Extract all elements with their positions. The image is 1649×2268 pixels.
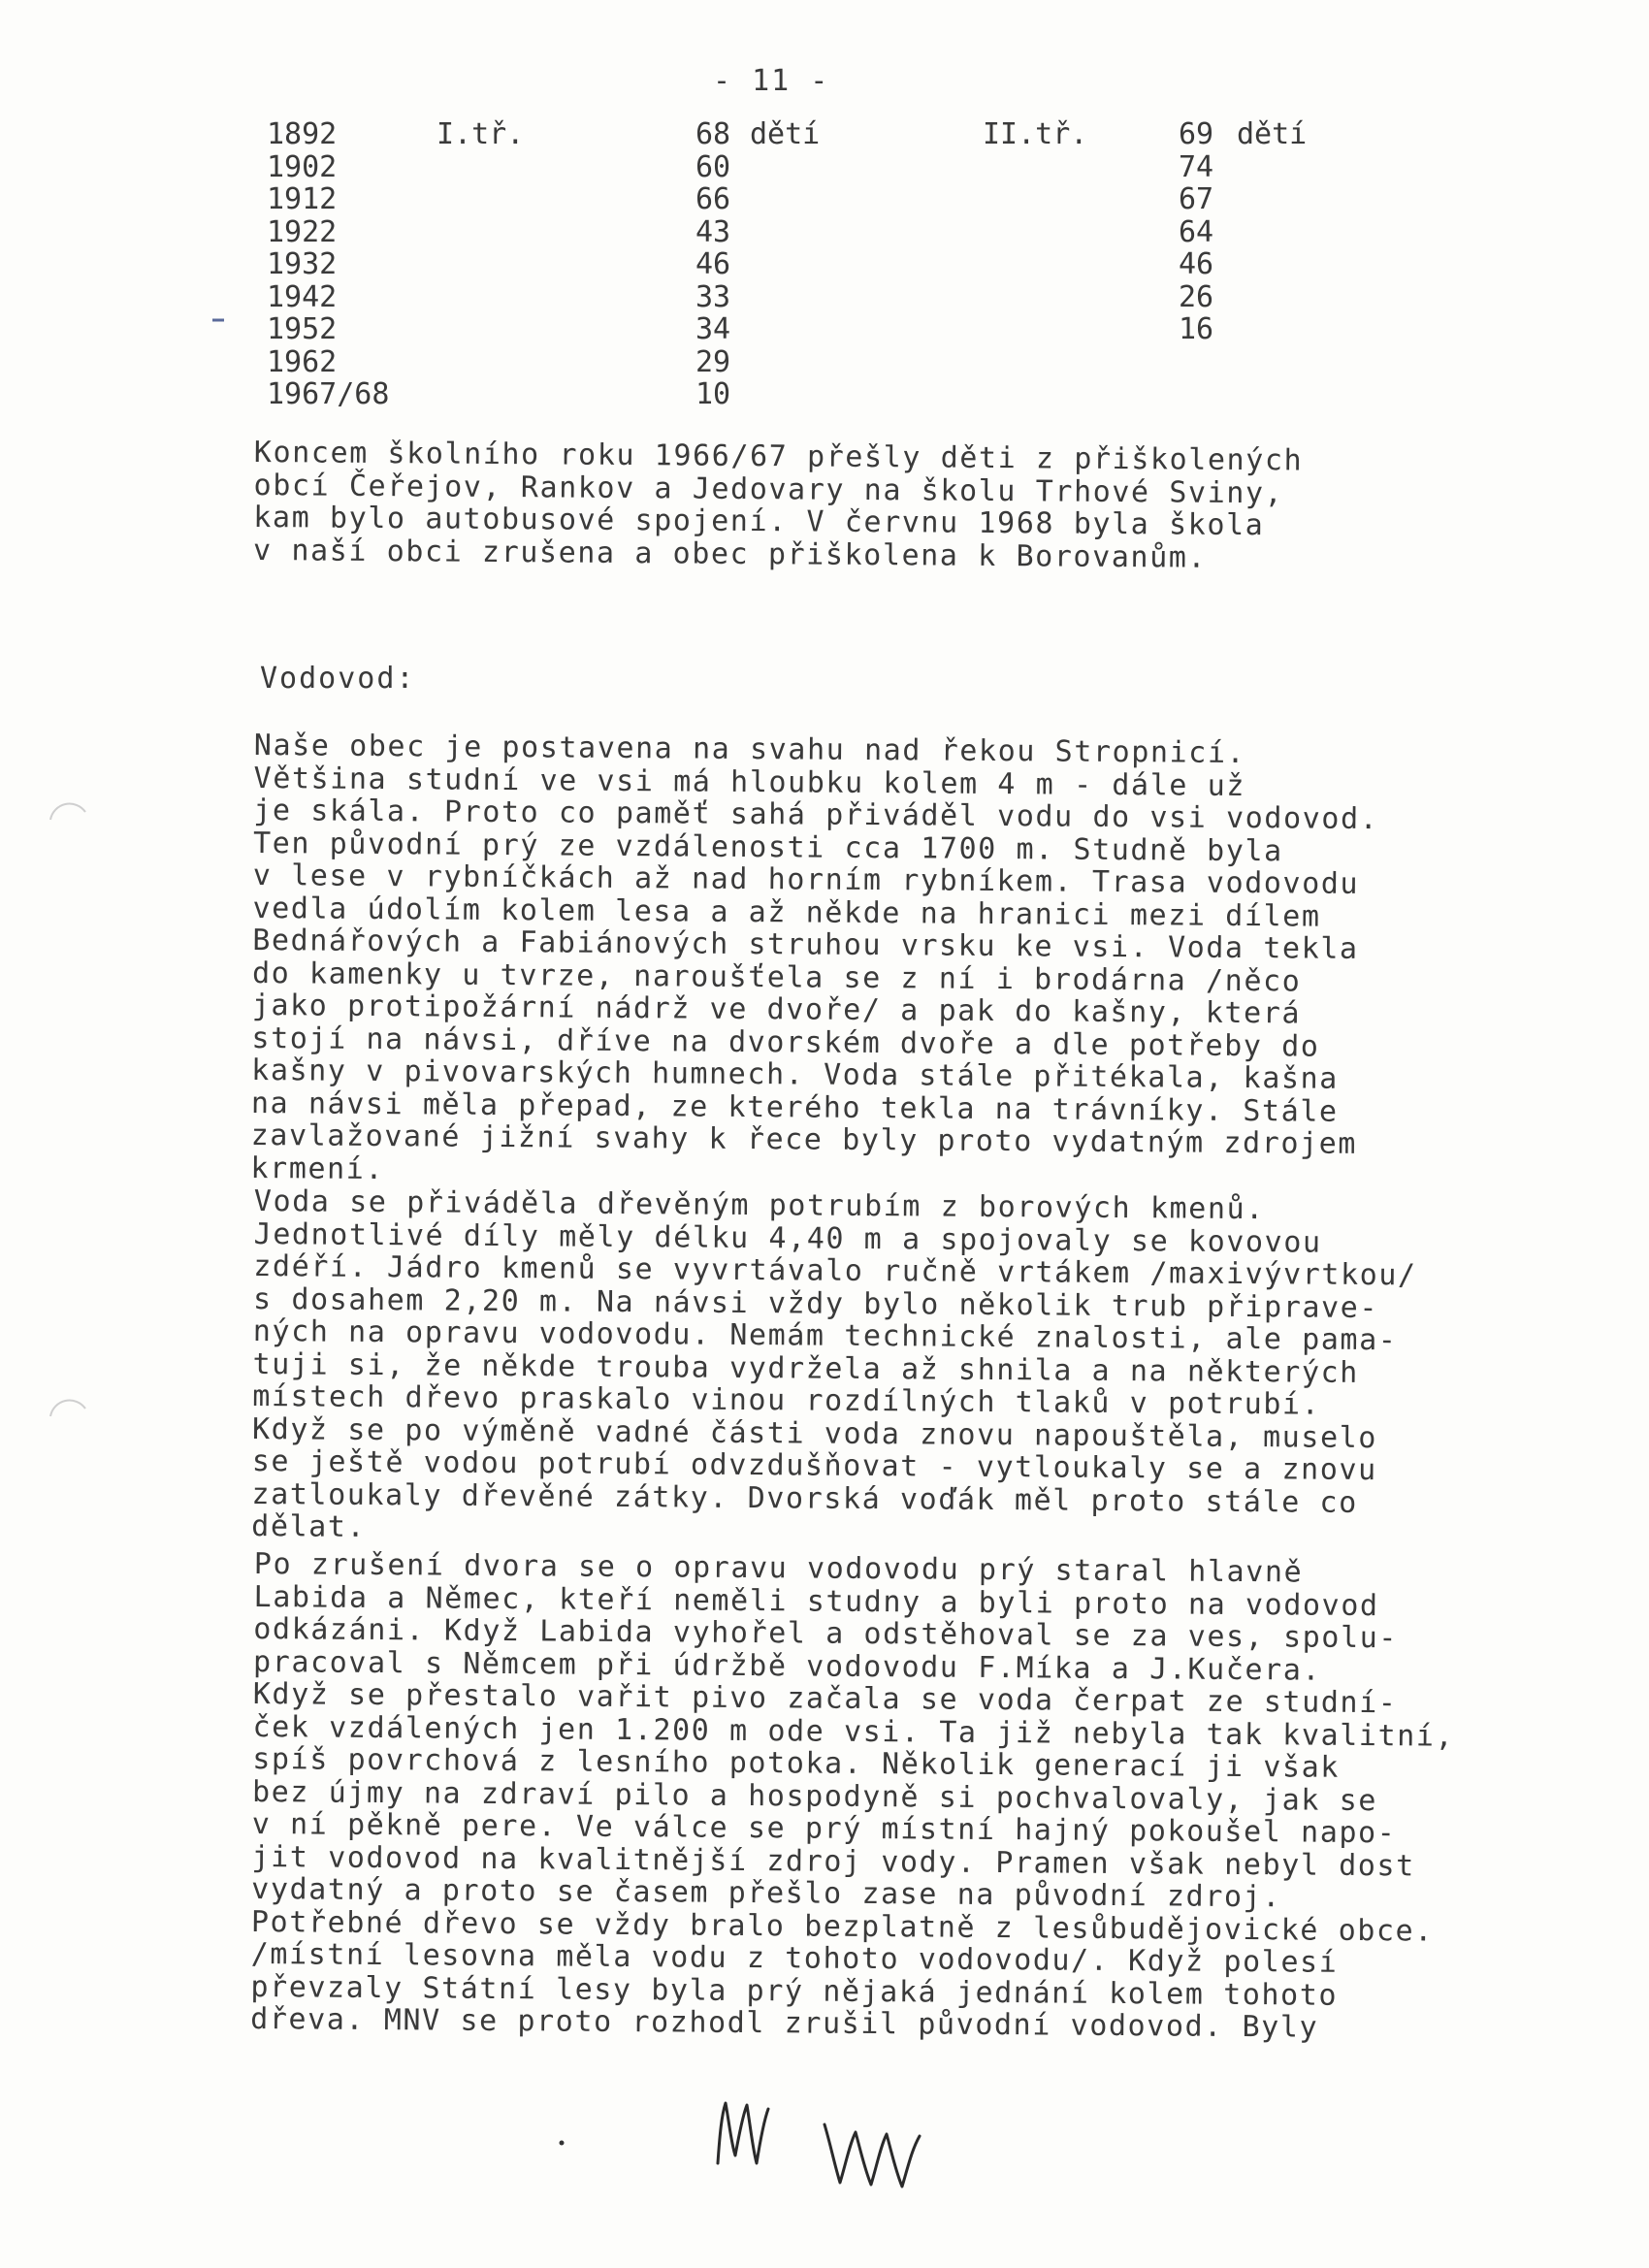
class2-count-cell: 74 [1179, 149, 1214, 184]
text-line: Naše obec je postavena na svahu nad řekou Stropnicí. [253, 729, 1246, 771]
text-line: Koncem školního roku 1966/67 přešly děti z přiškolených [253, 436, 1304, 478]
class2-count-cell: 69 [1179, 117, 1214, 151]
year-cell: 1952 [267, 312, 338, 346]
text-line: jit vodovod na kvalitnější zdroj vody. Pramen však nebyl dost [251, 1839, 1415, 1883]
text-line: Potřebné dřevo se vždy bralo bezplatně z lesůbudějovické obce. [250, 1904, 1435, 1949]
class1-count-cell: 68 [695, 117, 731, 151]
text-line: ných na opravu vodovodu. Nemám technické znalosti, ale pama- [252, 1313, 1398, 1358]
text-line: bez újmy na zdraví pilo a hospodyně si pochvalovaly, jak se [251, 1774, 1378, 1818]
text-line: Když se po výměně vadné části voda znovu napouštěla, muselo [251, 1411, 1378, 1455]
text-line: kam bylo autobusové spojení. V červnu 1968 byla škola [253, 500, 1265, 543]
text-line: Jednotlivé díly měly délku 4,40 m a spojovaly se kovovou [253, 1216, 1322, 1260]
margin-dash-mark [211, 308, 225, 327]
water-supply-paragraph [250, 729, 1447, 1194]
text-line: Ten původní prý ze vzdálenosti cca 1700 m. Studně byla [252, 826, 1283, 868]
text-line: v ní pěkně pere. Ve válce se prý místní hajný pokoušel napo- [251, 1806, 1397, 1851]
school-closure-paragraph [253, 437, 1447, 576]
year-cell: 1922 [267, 214, 338, 249]
year-cell: 1912 [267, 182, 338, 216]
year-cell: 1892 [267, 117, 338, 151]
text-line: dělat. [251, 1508, 367, 1544]
text-line: zdéří. Jádro kmenů se vyvrtávalo ručně vrtákem /maxivývrtkou/ [253, 1248, 1417, 1293]
text-line: je skála. Proto co paměť sahá přiváděl vodu do vsi vodovod. [253, 793, 1379, 837]
class1-count-cell: 33 [695, 279, 731, 314]
section-heading-vodovod: Vodovod: [260, 662, 416, 696]
text-line: ček vzdálených jen 1.200 m ode vsi. Ta již nebyla tak kvalitní, [252, 1709, 1455, 1754]
text-line: Když se přestalo vařit pivo začala se voda čerpat ze studní- [252, 1676, 1398, 1721]
class1-counts [695, 118, 730, 411]
text-line: jako protipožární nádrž ve dvoře/ a pak do kašny, která [251, 988, 1302, 1031]
text-line: Labida a Němec, kteří neměli studny a byli proto na vodovod [253, 1579, 1379, 1623]
class1-count-cell: 60 [695, 149, 731, 184]
text-line: Voda se přiváděla dřevěným potrubím z borových kmenů. [253, 1184, 1266, 1227]
wooden-pipes-paragraph [251, 1185, 1447, 1552]
class2-count-cell: 46 [1179, 247, 1214, 281]
handwritten-signature [698, 2086, 1009, 2206]
class1-count-cell: 34 [695, 312, 731, 346]
text-line: spíš povrchová z lesního potoka. Několik generací ji však [252, 1741, 1341, 1785]
class1-label: I.tř. [436, 117, 525, 151]
text-line: Bednářových a Fabiánových struhou vrsku ke vsi. Voda tekla [252, 923, 1359, 966]
class1-count-cell: 10 [695, 377, 731, 411]
text-line: krmení. [250, 1150, 385, 1186]
text-line: vedla údolím kolem lesa a až někde na hranici mezi dílem [252, 891, 1321, 934]
punch-hole-bottom [47, 1387, 91, 1432]
text-line: zatloukaly dřevěné zátky. Dvorská voďák měl proto stále co [251, 1476, 1358, 1520]
text-line: Většina studní ve vsi má hloubku kolem 4 m - dále už [253, 761, 1246, 803]
text-line: na návsi měla přepad, ze kterého tekla na trávníky. Stále [250, 1085, 1339, 1129]
text-line: odkázáni. Když Labida vyhořel a odstěhoval se za ves, spolu- [253, 1611, 1399, 1656]
class2-count-cell: 26 [1179, 279, 1214, 314]
ink-dot [558, 2132, 566, 2151]
class1-count-cell: 46 [695, 247, 731, 281]
text-line: pracoval s Němcem při údržbě vodovodu F.Míka a J.Kučera. [252, 1644, 1322, 1688]
class2-counts [1179, 118, 1213, 346]
year-cell: 1967/68 [267, 377, 390, 411]
text-line: se ještě vodou potrubí odvzdušňovat - vytloukaly se a znovu [251, 1443, 1377, 1488]
maintenance-paragraph [250, 1547, 1455, 2045]
text-line: v naší obci zrušena a obec přiškolena k Borovanům. [252, 533, 1208, 575]
text-line: stojí na návsi, dříve na dvorském dvoře a dle potřeby do [251, 1021, 1320, 1064]
class1-unit: dětí [750, 117, 821, 151]
class2-label: II.tř. [983, 117, 1088, 151]
text-line: místech dřevo praskalo vinou rozdílných tlaků v potrubí. [252, 1378, 1321, 1422]
year-column [267, 118, 389, 411]
text-line: zavlažované jižní svahy k řece byly proto vydatným zdrojem [250, 1118, 1358, 1161]
text-line: převzaly Státní lesy byla prý nějaká jednání kolem tohoto [250, 1969, 1339, 2013]
class2-unit: dětí [1237, 117, 1308, 151]
punch-hole-top [47, 791, 91, 835]
class1-count-cell: 43 [695, 214, 731, 249]
text-line: tuji si, že někde trouba vydržela až shnila a na některých [252, 1346, 1360, 1390]
year-cell: 1962 [267, 344, 338, 379]
text-line: vydatný a proto se časem přešlo zase na původní zdroj. [251, 1871, 1282, 1915]
year-cell: 1932 [267, 247, 338, 281]
class2-count-cell: 16 [1179, 312, 1214, 346]
text-line: do kamenky u tvrze, naroušťela se z ní i brodárna /něco [251, 956, 1302, 998]
text-line: /místní lesovna měla vodu z tohoto vodovodu/. Když polesí [250, 1936, 1339, 1980]
class2-count-cell: 67 [1179, 182, 1214, 216]
text-line: dřeva. MNV se proto rozhodl zrušil původní vodovod. Byly [250, 2001, 1319, 2045]
page-number: - 11 - [713, 64, 830, 98]
year-cell: 1902 [267, 149, 338, 184]
text-line: obcí Čeřejov, Rankov a Jedovary na školu Trhové Sviny, [253, 468, 1284, 510]
text-line: v lese v rybníčkách až nad horním rybníkem. Trasa vodovodu [252, 858, 1360, 901]
class1-count-cell: 66 [695, 182, 731, 216]
class1-count-cell: 29 [695, 344, 731, 379]
text-line: s dosahem 2,20 m. Na návsi vždy bylo několik trub připrave- [252, 1281, 1379, 1325]
text-line: kašny v pivovarských humnech. Voda stále přitékala, kašna [251, 1053, 1340, 1096]
class2-count-cell: 64 [1179, 214, 1214, 249]
year-cell: 1942 [267, 279, 338, 314]
text-line: Po zrušení dvora se o opravu vodovodu prý staral hlavně [253, 1547, 1304, 1590]
